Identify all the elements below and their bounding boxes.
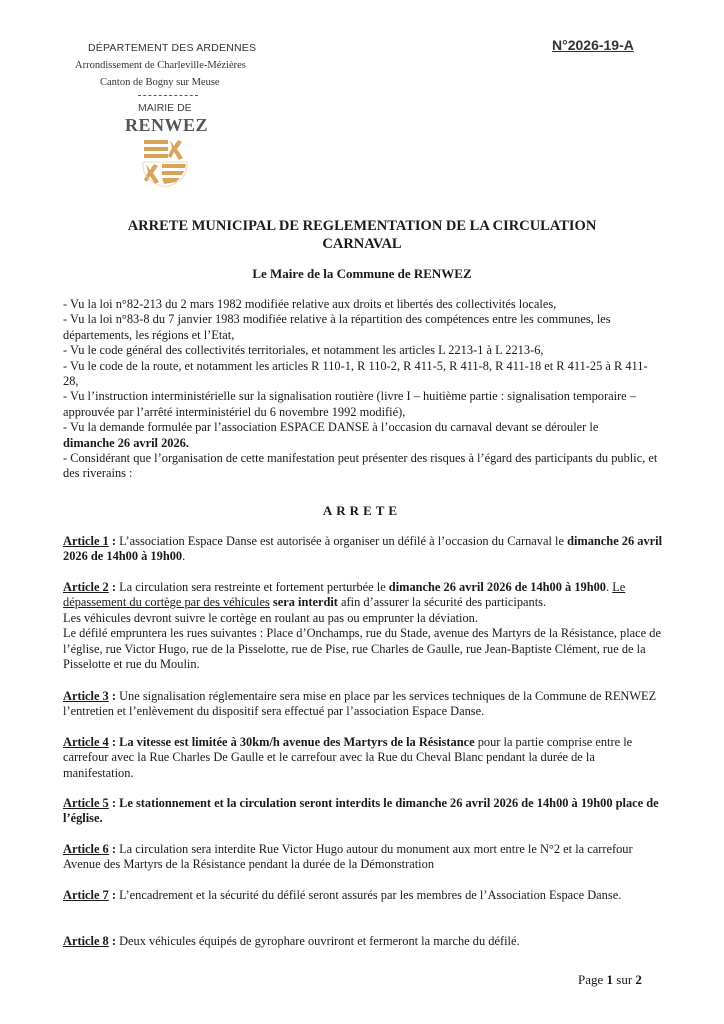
document-subtitle: CARNAVAL: [322, 236, 402, 252]
header-separator: [138, 95, 198, 96]
article-label: Article 3: [63, 689, 109, 703]
department-name: DÉPARTEMENT DES ARDENNES: [88, 42, 257, 54]
document-number: N°2026-19-A: [552, 37, 634, 53]
article-label: Article 5: [63, 796, 109, 810]
arrete-heading: ARRETE: [322, 503, 402, 518]
page-indicator: Page 1 sur 2: [578, 972, 642, 987]
consideration-item: - Vu le code général des collectivités territoriales, et notamment les articles L 2213-1 à L 2213-6,: [63, 343, 544, 358]
consideration-item: - Vu la demande formulée par l’association ESPACE DANSE à l’occasion du carnaval devant se dérouler le: [63, 420, 599, 435]
article-label: Article 4: [63, 735, 109, 749]
article-5: Article 5 : Le stationnement et la circulation seront interdits le dimanche 26 avril 2026 de 14h00 à 19h00 place de l’église.: [63, 796, 659, 826]
canton-name: Canton de Bogny sur Meuse: [100, 77, 220, 88]
considerations-list: [63, 297, 663, 482]
article-2: Article 2 : La circulation sera restreinte et fortement perturbée le dimanche 26 avril 2026 de 14h00 à 19h00. Le dépassement du cortège par des véhicules sera interdit afin d’assurer la sécurité des participants. Les véhicules devront suivre le cortège en roulant au pas ou emprunter la déviation. Le défilé empruntera les rues suivantes : Place d’Onchamps, rue du Stade, avenue des Martyrs de la Résistance, place de l’église, rue Victor Hugo, rue de la Pisselotte, rue de Pise, rue Charles de Gaulle, rue Jean-Baptiste Clément, rue de la Pisselotte et rue du Moulin.: [63, 580, 661, 672]
article-label: Article 7: [63, 888, 109, 902]
consideration-item: - Vu la loi n°82-213 du 2 mars 1982 modifiée relative aux droits et libertés des collectivités locales,: [63, 297, 557, 311]
arrondissement-name: Arrondissement de Charleville-Mézières: [75, 60, 246, 71]
article-7: Article 7 : L’encadrement et la sécurité du défilé seront assurés par les membres de l’Association Espace Danse.: [63, 888, 622, 902]
article-6: Article 6 : La circulation sera interdite Rue Victor Hugo autour du monument aux mort entre le N°2 et la carrefour Avenue des Martyrs de la Résistance pendant la durée de la Démonstration: [63, 842, 633, 872]
article-1: Article 1 : L’association Espace Danse est autorisée à organiser un défilé à l’occasion du Carnaval le dimanche 26 avril 2026 de 14h00 à 19h00.: [63, 534, 663, 564]
town-name: RENWEZ: [125, 115, 209, 135]
document-title: ARRETE MUNICIPAL DE REGLEMENTATION DE LA CIRCULATION: [127, 218, 597, 234]
consideration-item: - Vu l’instruction interministérielle sur la signalisation routière (livre I – huitième partie : signalisation temporaire – approuvée par l’arrêté interministériel du 6 novembre 1992 modifié),: [63, 389, 636, 419]
article-3: Article 3 : Une signalisation réglementaire sera mise en place par les services techniques de la Commune de RENWEZ l’entretien et l’enlèvement du dispositif sera effectué par l’association Espace Danse.: [63, 689, 657, 719]
coat-of-arms-icon: [142, 138, 188, 188]
mairie-label: MAIRIE DE: [138, 102, 192, 114]
consideration-item: - Vu le code de la route, et notamment les articles R 110-1, R 110-2, R 411-5, R 411-8, R 411-18 et R 411-25 à R 411-28,: [63, 358, 648, 389]
consideration-item: - Considérant que l’organisation de cette manifestation peut présenter des risques à l’égard des participants du public, et des riverains :: [63, 451, 658, 481]
article-4: Article 4 : La vitesse est limitée à 30km/h avenue des Martyrs de la Résistance pour la partie comprise entre le carrefour avec la Rue Charles De Gaulle et le carrefour avec la Rue du Cheval Blanc pendant la durée de la manifestation.: [63, 735, 633, 780]
article-label: Article 6: [63, 842, 109, 856]
article-8: Article 8 : Deux véhicules équipés de gyrophare ouvriront et fermeront la marche du défilé.: [63, 934, 520, 948]
article-label: Article 2: [63, 580, 109, 594]
consideration-item: - Vu la loi n°83-8 du 7 janvier 1983 modifiée relative à la répartition des compétences entre les communes, les départements, les régions et l’Etat,: [63, 312, 611, 342]
current-page: 1: [606, 972, 614, 987]
total-pages: 2: [635, 972, 642, 987]
issuer-heading: Le Maire de la Commune de RENWEZ: [252, 266, 472, 281]
consideration-date: dimanche 26 avril 2026.: [63, 435, 189, 450]
article-label: Article 8: [63, 934, 109, 948]
article-label: Article 1: [63, 534, 109, 548]
